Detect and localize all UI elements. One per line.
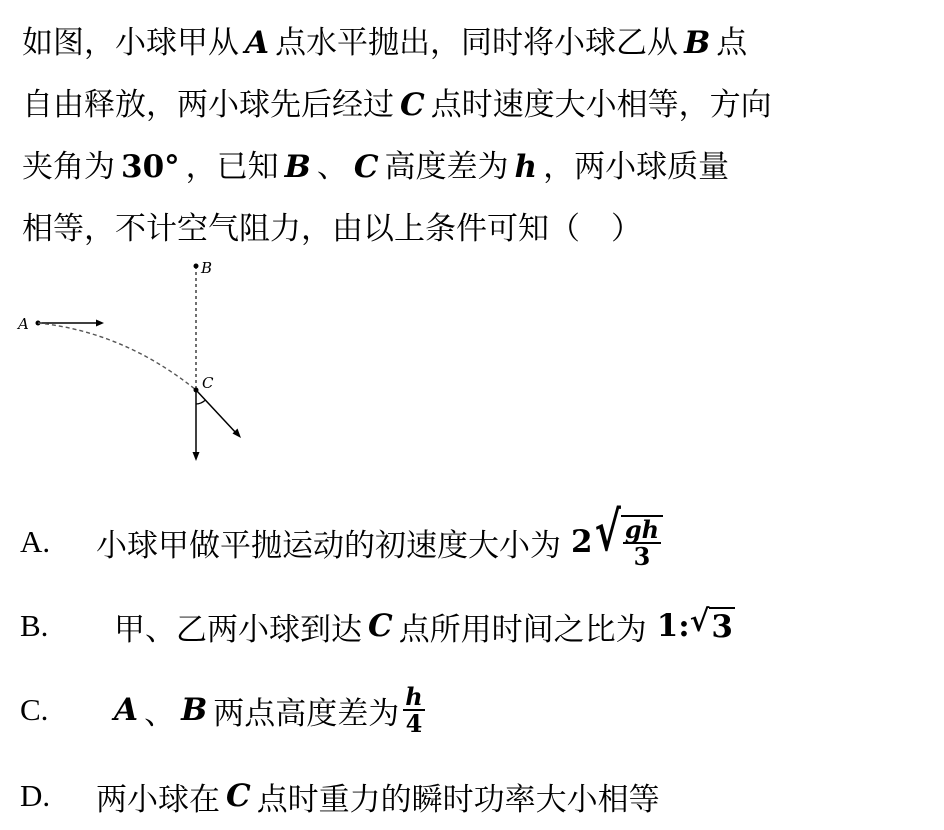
point-a: A — [245, 25, 270, 61]
point-b: B — [684, 25, 711, 61]
stem-line-2: 自由释放，两小球先后经过 C 点时速度大小相等，方向 — [22, 87, 772, 123]
point-c: C — [400, 87, 425, 123]
velocity-a-at-c — [196, 390, 237, 434]
label-b: B — [201, 259, 213, 277]
point-b-dot — [194, 264, 199, 269]
initial-velocity-arrowhead — [96, 320, 104, 327]
trajectory-curve — [38, 323, 196, 390]
option-a[interactable]: A. 小球甲做平抛运动的初速度大小为 2 √ $\frac{gh}{3}$ — [20, 512, 663, 572]
velocity-b-arrowhead — [193, 452, 200, 461]
option-b[interactable]: B. 甲、乙两小球到达 C 点所用时间之比为 1: √ 3 — [20, 604, 733, 648]
label-c: C — [202, 374, 214, 392]
question-stem — [22, 12, 932, 260]
angle-value: 30° — [121, 149, 180, 185]
projectile-diagram — [14, 252, 254, 467]
stem-line-1: 如图，小球甲从 A 点水平抛出，同时将小球乙从 B 点 — [22, 25, 748, 61]
sqrt-gh-over-3: √ $\frac{gh}{3}$ — [595, 515, 664, 569]
stem-line-3: 夹角为 30° ，已知 B 、 C 高度差为 h ，两小球质量 — [22, 149, 730, 185]
option-d[interactable]: D. 两小球在 C 点时重力的瞬时功率大小相等 — [20, 778, 660, 818]
point-c: C — [353, 149, 379, 185]
label-a: A — [18, 315, 29, 333]
sqrt-3: √ 3 — [689, 604, 733, 645]
stem-line-4: 相等，不计空气阻力，由以上条件可知（ ） — [22, 211, 642, 247]
option-c[interactable]: C. A 、 B 两点高度差为 $\frac{h}{4}$ — [20, 681, 423, 738]
angle-arc — [196, 400, 206, 404]
fraction-h-over-4: $\frac{h}{4}$ — [405, 681, 423, 738]
point-b: B — [284, 149, 311, 185]
height-h: h — [514, 149, 538, 185]
